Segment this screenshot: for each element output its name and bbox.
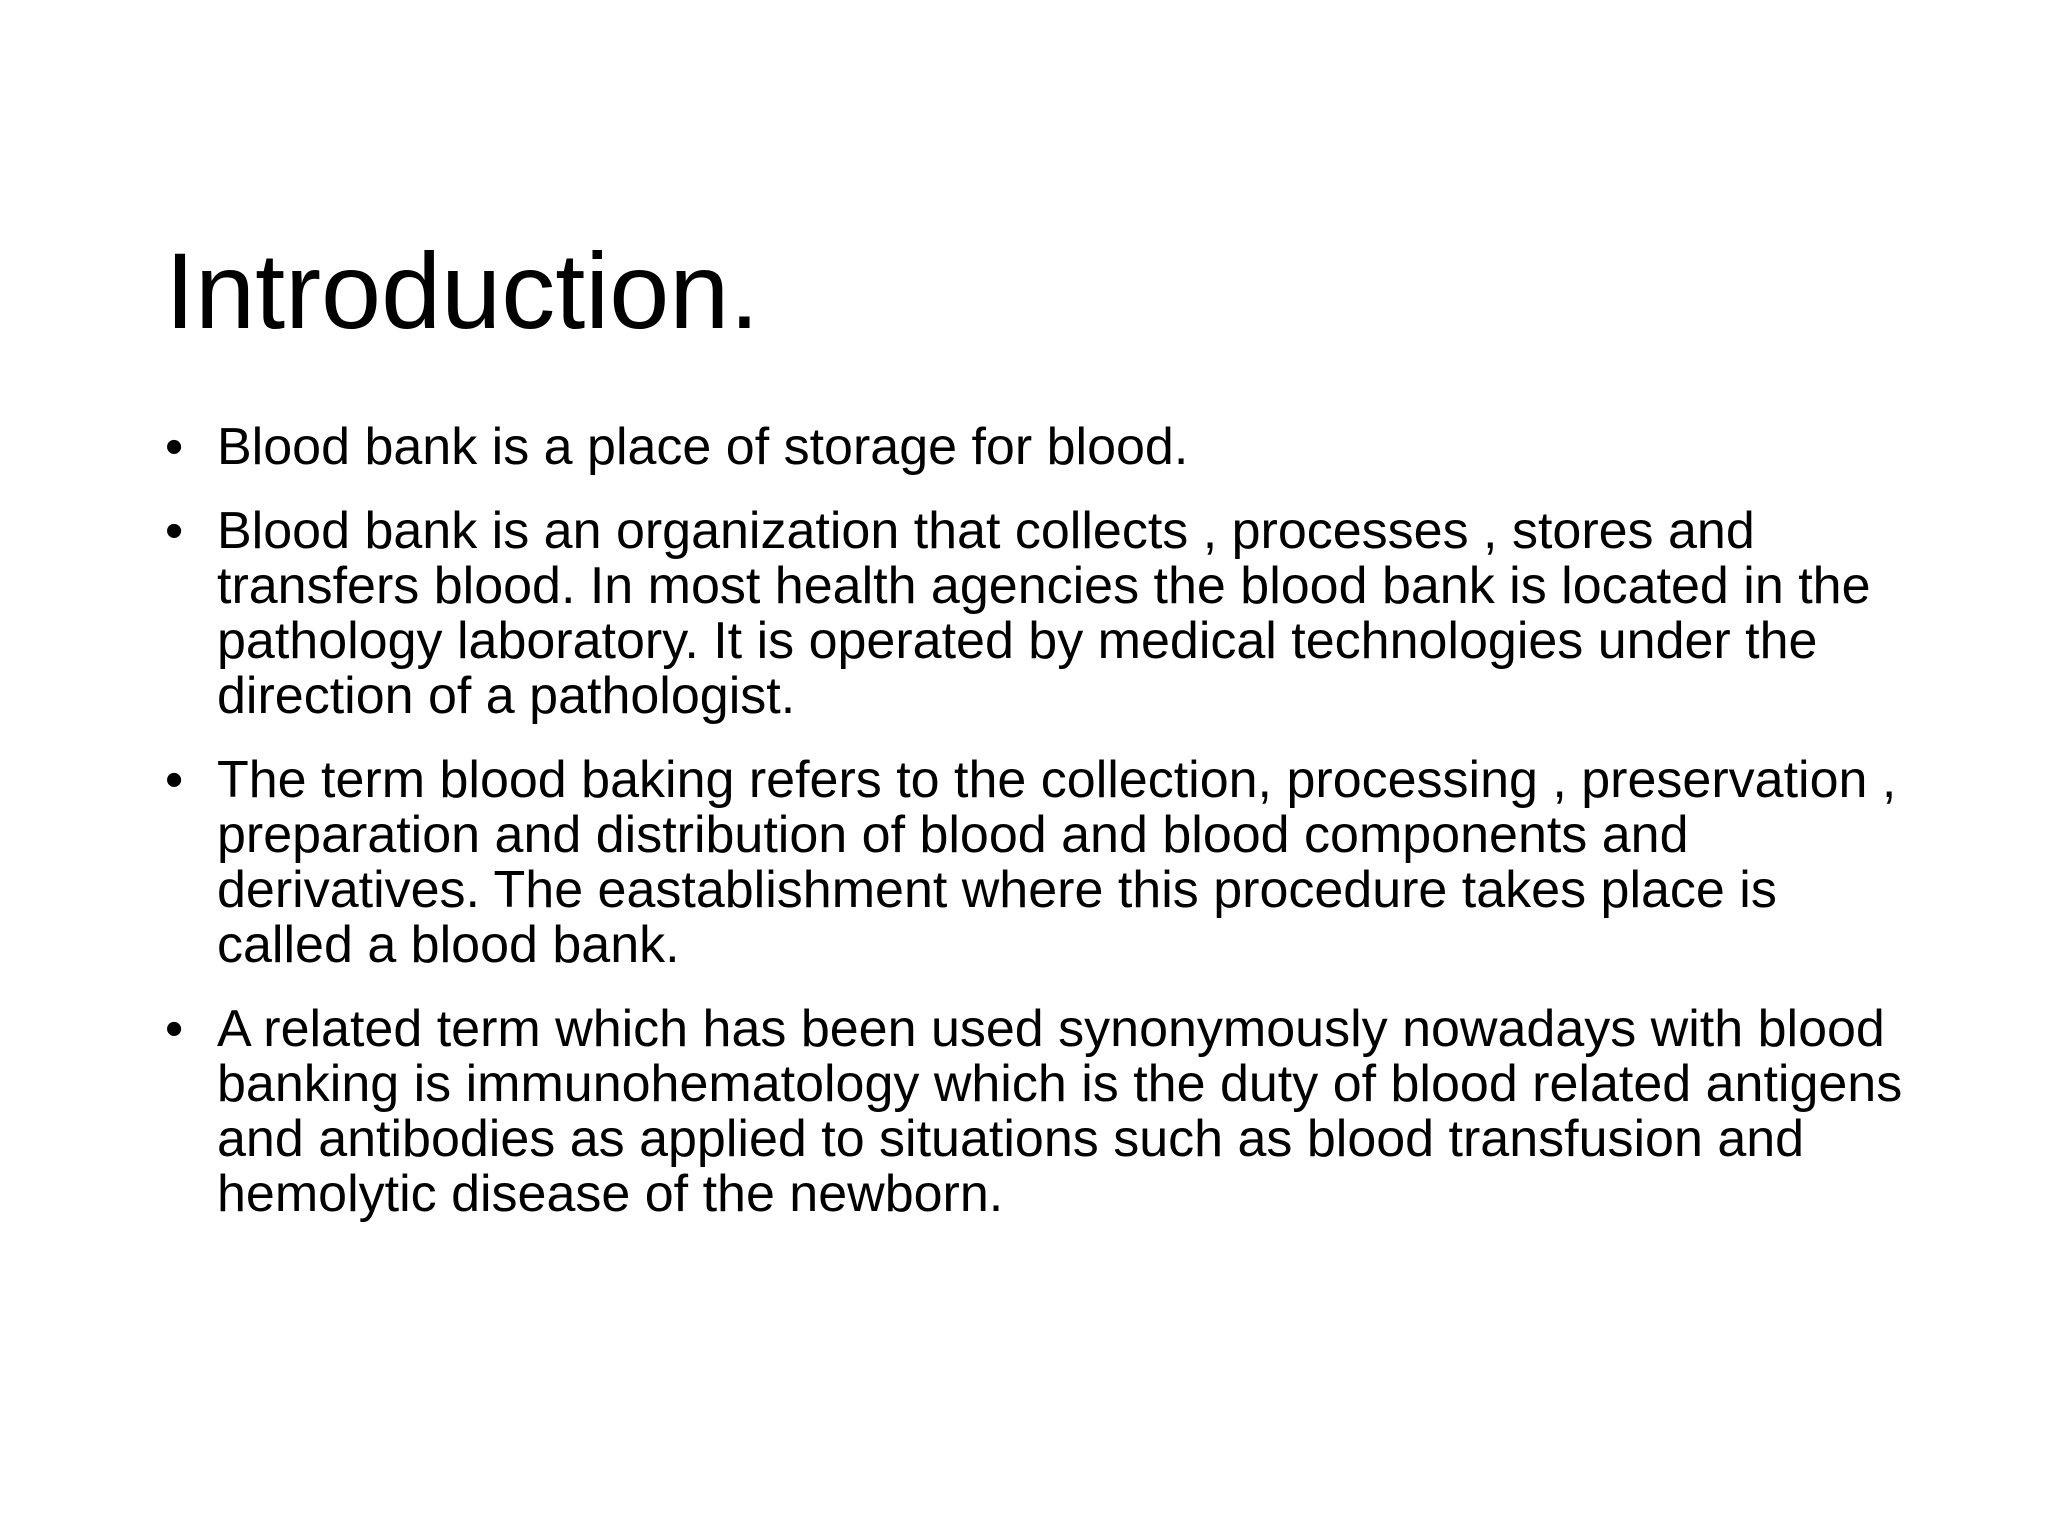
bullet-point-icon: • — [165, 751, 184, 809]
bullet-item — [165, 753, 1925, 973]
bullet-item — [165, 504, 1925, 724]
bullet-list — [165, 420, 1925, 1251]
bullet-text: Blood bank is an organization that collects , processes , stores and transfers blood. In most health agencies the blood bank is located in the pathology laboratory. It is operated by medical technologies under the direction of a pathologist. — [217, 502, 1871, 725]
bullet-text: Blood bank is a place of storage for blood. — [217, 418, 1189, 476]
bullet-text: A related term which has been used synonymously nowadays with blood banking is immunohematology which is the duty of blood related antigens and antibodies as applied to situations such as blood transfusion and hemolytic disease of the newborn. — [217, 1000, 1903, 1223]
bullet-item — [165, 420, 1925, 475]
bullet-item — [165, 1002, 1925, 1222]
bullet-text: The term blood baking refers to the collection, processing , preservation , preparation and distribution of blood and blood components and derivatives. The eastablishment where this procedure takes place is called a blood bank. — [217, 751, 1897, 974]
slide-title: Introduction. — [165, 230, 760, 352]
bullet-point-icon: • — [165, 418, 184, 476]
bullet-point-icon: • — [165, 502, 184, 560]
bullet-point-icon: • — [165, 1000, 184, 1058]
